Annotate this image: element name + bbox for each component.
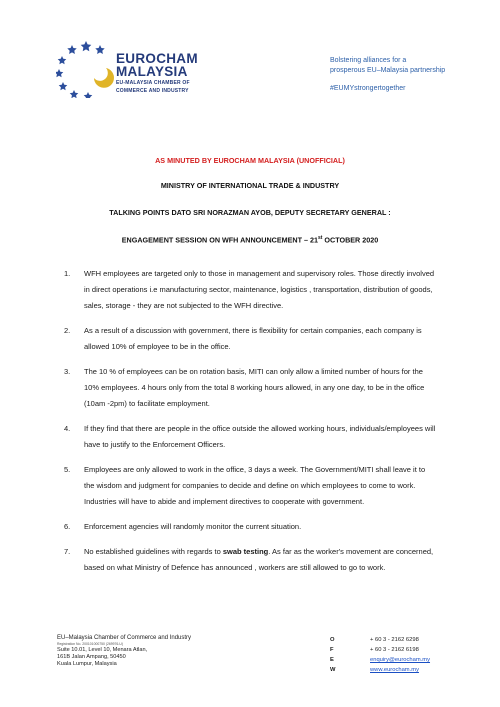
list-item-text: WFH employees are targeted only to those in management and supervisory roles. Those directly involved in direct operations i.e manufacturing sector, maintenance, logistics , transportation, distribution of goods, sales, storage - they are not subjected to the WFH directive.	[84, 269, 435, 310]
tagline-line-2: prosperous EU–Malaysia partnership	[330, 67, 446, 74]
ministry-heading: MINISTRY OF INTERNATIONAL TRADE & INDUSTRY	[160, 181, 340, 190]
contact-email	[330, 655, 430, 665]
brand-sub-line-2: COMMERCE AND INDUSTRY	[116, 88, 189, 94]
list-item-text-bold: swab testing	[222, 547, 269, 556]
email-link[interactable]: enquiry@eurocham.my	[370, 657, 431, 663]
website-link[interactable]: www.eurocham.my	[370, 667, 419, 673]
contact-key: O	[330, 637, 335, 643]
list-item	[64, 462, 437, 510]
tagline-line-1: Bolstering alliances for a	[330, 57, 407, 64]
session-heading	[0, 235, 500, 244]
footer-org-name: EU–Malaysia Chamber of Commerce and Industry	[57, 635, 192, 641]
footer-address	[57, 635, 191, 668]
list-item-text-pre: No established guidelines with regards to	[84, 547, 223, 556]
list-item-number: 5.	[64, 465, 71, 474]
list-item	[64, 364, 437, 412]
list-item	[64, 266, 437, 314]
contact-value: + 60 3 - 2162 6198	[370, 647, 419, 653]
list-item-number: 2.	[64, 326, 71, 335]
list-item	[64, 544, 437, 576]
list-item-text-post: . As far as the worker's movement are concerned, based on what Ministry of Defence has announced , workers are still allowed to go to work.	[84, 547, 434, 572]
footer-contacts	[330, 635, 430, 675]
footer-registration: Registration No. 200101000750 (269976-U)	[57, 642, 123, 646]
document-titles	[0, 156, 500, 262]
contact-key: E	[330, 657, 334, 663]
footer-address-line-2: 161B Jalan Ampang, 50450	[57, 654, 126, 660]
brand-name-line-2: MALAYSIA	[116, 64, 188, 79]
session-heading-suffix: OCTOBER 2020	[322, 235, 379, 245]
talking-points-heading: TALKING POINTS DATO SRI NORAZMAN AYOB, DEPUTY SECRETARY GENERAL :	[109, 208, 391, 217]
minuted-heading: AS MINUTED BY EUROCHAM MALAYSIA (UNOFFICIAL)	[155, 156, 345, 165]
list-item-number: 4.	[64, 424, 71, 433]
contact-office	[330, 635, 430, 645]
list-item-number: 7.	[64, 547, 71, 556]
talking-points-list	[64, 266, 437, 585]
star-ring-icon	[56, 38, 116, 98]
contact-web	[330, 665, 430, 675]
list-item	[64, 421, 437, 453]
list-item-text: As a result of a discussion with government, there is flexibility for certain companies, each company is allowed 10% of employee to be in the office.	[84, 326, 422, 351]
list-item-number: 6.	[64, 522, 71, 531]
tagline	[330, 56, 445, 94]
brand-name-line-1: EUROCHAM	[116, 51, 198, 66]
brand-block	[116, 52, 198, 94]
session-heading-prefix: ENGAGEMENT SESSION ON WFH ANNOUNCEMENT – 21	[121, 235, 318, 245]
session-heading-sup: st	[317, 235, 323, 241]
footer-address-line-3: Kuala Lumpur, Malaysia	[57, 661, 117, 667]
contact-fax	[330, 645, 430, 655]
list-item	[64, 323, 437, 355]
contact-key: F	[330, 647, 334, 653]
footer-address-line-1: Suite 10.01, Level 10, Menara Atlan,	[57, 647, 148, 653]
contact-key: W	[330, 667, 336, 673]
hashtag: #EUMYstrongertogether	[330, 85, 406, 92]
list-item-number: 3.	[64, 367, 71, 376]
contact-value: + 60 3 - 2162 6298	[370, 637, 419, 643]
brand-sub-line-1: EU-MALAYSIA CHAMBER OF	[116, 80, 190, 86]
list-item-text: The 10 % of employees can be on rotation basis, MITI can only allow a limited number of hours for the 10% employees. 4 hours only from the total 8 working hours allowed, in any one day, to be in the office (10am -2pm) to facilitate employment.	[84, 367, 425, 408]
list-item-text: If they find that there are people in the office outside the allowed working hours, individuals/employees will have to justify to the Enforcement Officers.	[84, 424, 436, 449]
list-item-text: Enforcement agencies will randomly monitor the current situation.	[84, 522, 302, 531]
list-item	[64, 519, 437, 535]
list-item-number: 1.	[64, 269, 71, 278]
eurocham-logo	[56, 38, 196, 98]
list-item-text: Employees are only allowed to work in the office, 3 days a week. The Government/MITI shall leave it to the wisdom and judgment for companies to decide and define on which employees to come to work. Industries will have to abide and implement directives to cooperate with government.	[84, 465, 426, 506]
